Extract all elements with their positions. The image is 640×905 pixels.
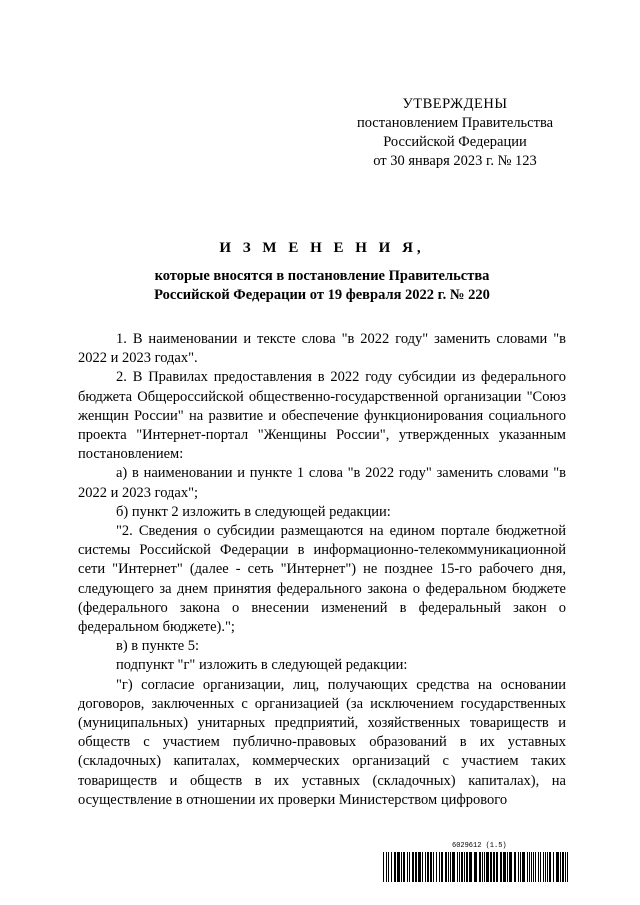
barcode-bar (543, 852, 544, 882)
barcode-bar (452, 852, 455, 882)
barcode-bar (503, 852, 506, 882)
barcode-bar (531, 852, 532, 882)
barcode-bar (540, 852, 541, 882)
title-main: И З М Е Н Е Н И Я, (219, 240, 425, 256)
document-body (78, 330, 566, 810)
barcode-bar (397, 852, 400, 882)
paragraph: в) в пункте 5: (116, 638, 200, 655)
barcode-number: 6029612 (1.5) (452, 842, 507, 850)
barcode-bar (565, 852, 566, 882)
barcode-icon (383, 852, 571, 882)
barcode-bar (418, 852, 421, 882)
approval-heading: УТВЕРЖДЕНЫ (402, 96, 508, 112)
barcode-bar (448, 852, 449, 882)
barcode-bar (439, 852, 440, 882)
barcode-bar (412, 852, 414, 882)
approval-stamp (340, 95, 570, 171)
title-subtitle-line: которые вносятся в постановление Правительства (154, 268, 490, 284)
barcode-bar (553, 852, 554, 882)
barcode-bar (441, 852, 443, 882)
paragraph: б) пункт 2 изложить в следующей редакции: (116, 503, 391, 520)
barcode-bar (514, 852, 516, 882)
barcode-bar (549, 852, 551, 882)
barcode-bar (466, 852, 468, 882)
barcode-bar (425, 852, 426, 882)
barcode-bar (562, 852, 564, 882)
barcode-bar (433, 852, 434, 882)
barcode-bar (493, 852, 495, 882)
barcode-bar (527, 852, 528, 882)
barcode-bar (394, 852, 396, 882)
barcode-bar (450, 852, 451, 882)
barcode-bar (427, 852, 429, 882)
paragraph: 2. В Правилах предоставления в 2022 году субсидии из федерального бюджета Общероссийской общественно-государственной организации "Союз женщин России" на развитие и обеспечение функционирования социального проекта "Интернет-портал "Женщины России", утвержденных указанным постановлением: (78, 369, 566, 463)
barcode-bar (567, 852, 568, 882)
barcode-bar (500, 852, 502, 882)
paragraph: "г) согласие организации, лиц, получающих средства на основании договоров, заключенных с организацией (за исключением государственных (муниципальных) унитарных предприятий, хозяйственных товариществ и обществ с участием публично-правовых образований в их уставных (складочных) капиталах, коммерческих организаций с участием таких товариществ и обществ в их уставных (складочных) капиталах), на осуществление в отношении их проверки Министерством цифрового (78, 676, 566, 808)
barcode-bar (415, 852, 417, 882)
title-subtitle-line: Российской Федерации от 19 февраля 2022 г. № 220 (154, 287, 490, 303)
document-title (78, 240, 566, 305)
barcode-bar (457, 852, 458, 882)
barcode-bar (522, 852, 525, 882)
barcode-bar (409, 852, 410, 882)
barcode-bar (484, 852, 485, 882)
barcode-bar (401, 852, 402, 882)
paragraph: подпункт "г" изложить в следующей редакции: (116, 657, 408, 674)
barcode-bar (535, 852, 536, 882)
barcode-bar (383, 852, 384, 882)
barcode-bar (538, 852, 539, 882)
barcode-bar (445, 852, 447, 882)
paragraph: "2. Сведения о субсидии размещаются на едином портале бюджетной системы Российской Федерации в информационно-телекоммуникационной сети "Интернет" (далее - сеть "Интернет") не позднее 15-го рабочего дня, следующего за днем принятия федерального закона о федеральном бюджете (федерального закона о внесении изменений в федеральный закон о федеральном бюджете)."; (78, 523, 566, 636)
approval-line: Российской Федерации (383, 134, 527, 150)
barcode-bar (560, 852, 561, 882)
barcode-bar (461, 852, 463, 882)
approval-date: от 30 января 2023 г. № 123 (373, 153, 537, 169)
barcode-bar (403, 852, 405, 882)
barcode-bar (507, 852, 508, 882)
approval-line: постановлением Правительства (356, 115, 554, 131)
barcode-bar (529, 852, 530, 882)
barcode-bar (407, 852, 408, 882)
barcode-bar (422, 852, 423, 882)
barcode-bar (474, 852, 477, 882)
barcode-bar (518, 852, 519, 882)
paragraph: а) в наименовании и пункте 1 слова "в 2022 году" заменить словами "в 2022 и 2023 годах"; (78, 465, 566, 501)
barcode-bar (464, 852, 465, 882)
barcode-bar (509, 852, 512, 882)
barcode-bar (459, 852, 460, 882)
barcode-bar (547, 852, 548, 882)
barcode-bar (469, 852, 472, 882)
barcode-bar (388, 852, 389, 882)
barcode-bar (490, 852, 492, 882)
barcode-bar (479, 852, 481, 882)
barcode-bar (556, 852, 559, 882)
barcode-bar (533, 852, 534, 882)
paragraph: 1. В наименовании и тексте слова "в 2022 году" заменить словами "в 2022 и 2023 годах". (78, 331, 566, 367)
barcode-bar (430, 852, 432, 882)
barcode-bar (436, 852, 437, 882)
barcode-bar (386, 852, 387, 882)
barcode-bar (496, 852, 498, 882)
barcode-bar (545, 852, 546, 882)
barcode-bar (482, 852, 483, 882)
barcode-bar (391, 852, 392, 882)
barcode-bar (520, 852, 521, 882)
barcode-bar (486, 852, 489, 882)
